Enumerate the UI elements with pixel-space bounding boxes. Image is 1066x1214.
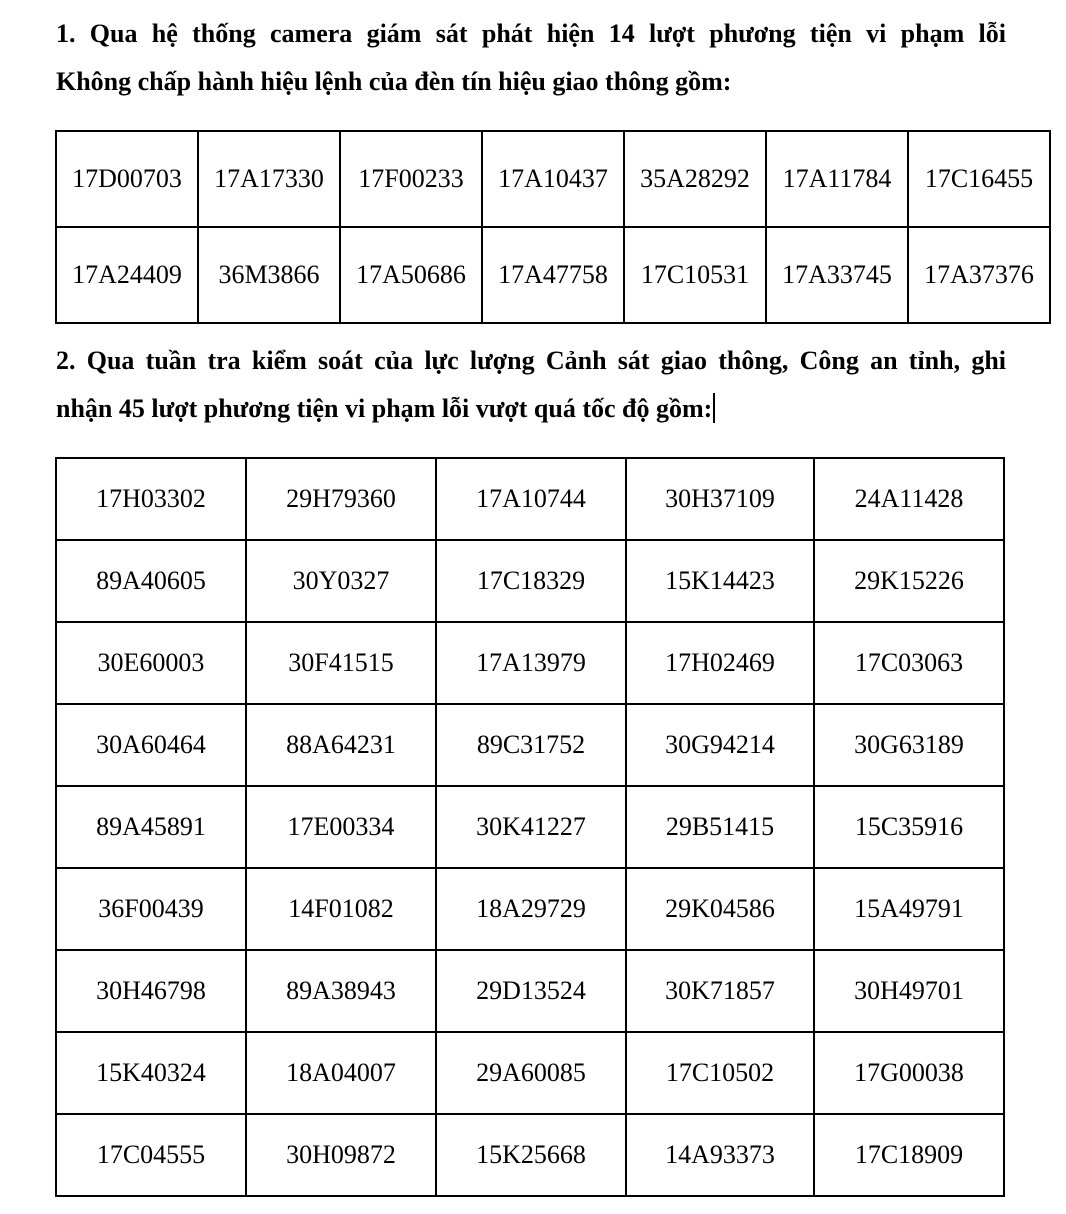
table-row [56,950,1004,1032]
section-2-heading-line-2: nhận 45 lượt phương tiện vi phạm lỗi vượt quá tốc độ gồm: [56,394,713,423]
plate-cell: 29H79360 [246,458,436,540]
plate-cell: 29K04586 [626,868,814,950]
plate-cell: 30H09872 [246,1114,436,1196]
plate-cell: 17C18329 [436,540,626,622]
speeding-violation-plates-table [55,457,1005,1197]
plate-cell: 24A11428 [814,458,1004,540]
plate-cell: 17A37376 [908,227,1050,323]
table-row [56,131,1050,227]
plate-cell: 17A11784 [766,131,908,227]
section-1-heading-line-1: 1. Qua hệ thống camera giám sát phát hiện 14 lượt phương tiện vi phạm lỗi [56,19,1006,48]
plate-cell: 35A28292 [624,131,766,227]
red-light-violation-plates-table [55,130,1051,324]
plate-cell: 17C18909 [814,1114,1004,1196]
plate-cell: 30K71857 [626,950,814,1032]
plate-cell: 17A10744 [436,458,626,540]
plate-cell: 15A49791 [814,868,1004,950]
plate-cell: 30G94214 [626,704,814,786]
plate-cell: 17A24409 [56,227,198,323]
plate-cell: 17C10502 [626,1032,814,1114]
table-row [56,704,1004,786]
plate-cell: 17A33745 [766,227,908,323]
table-row [56,868,1004,950]
plate-cell: 89A38943 [246,950,436,1032]
plate-cell: 17F00233 [340,131,482,227]
plate-cell: 17A17330 [198,131,340,227]
plate-cell: 15C35916 [814,786,1004,868]
plate-cell: 17C16455 [908,131,1050,227]
text-cursor [713,393,715,423]
plate-cell: 17A10437 [482,131,624,227]
plate-cell: 17H02469 [626,622,814,704]
plate-cell: 17D00703 [56,131,198,227]
plate-cell: 17E00334 [246,786,436,868]
plate-cell: 89A40605 [56,540,246,622]
table-row [56,622,1004,704]
plate-cell: 17C04555 [56,1114,246,1196]
plate-cell: 18A04007 [246,1032,436,1114]
plate-cell: 30E60003 [56,622,246,704]
plate-cell: 30H49701 [814,950,1004,1032]
plate-cell: 30Y0327 [246,540,436,622]
table-row [56,1114,1004,1196]
plate-cell: 15K25668 [436,1114,626,1196]
table-row [56,540,1004,622]
plate-cell: 17C03063 [814,622,1004,704]
plate-cell: 14A93373 [626,1114,814,1196]
table-row [56,227,1050,323]
plate-cell: 89C31752 [436,704,626,786]
plate-cell: 17H03302 [56,458,246,540]
table-row [56,458,1004,540]
section-2-heading [56,337,1006,433]
plate-cell: 29A60085 [436,1032,626,1114]
section-1-heading-line-2: Không chấp hành hiệu lệnh của đèn tín hiệu giao thông gồm: [56,67,732,96]
plate-cell: 29D13524 [436,950,626,1032]
plate-cell: 14F01082 [246,868,436,950]
plate-cell: 30K41227 [436,786,626,868]
plate-cell: 17C10531 [624,227,766,323]
section-2-heading-line-1: 2. Qua tuần tra kiểm soát của lực lượng Cảnh sát giao thông, Công an tỉnh, ghi [56,346,1006,375]
plate-cell: 36M3866 [198,227,340,323]
plate-cell: 30F41515 [246,622,436,704]
plate-cell: 15K14423 [626,540,814,622]
plate-cell: 18A29729 [436,868,626,950]
table-row [56,1032,1004,1114]
table-row [56,786,1004,868]
section-1-heading [56,10,1006,106]
plate-cell: 30H37109 [626,458,814,540]
plate-cell: 89A45891 [56,786,246,868]
plate-cell: 88A64231 [246,704,436,786]
plate-cell: 17G00038 [814,1032,1004,1114]
section-2-heading-line-2-wrap [56,385,1006,433]
plate-cell: 36F00439 [56,868,246,950]
plate-cell: 17A50686 [340,227,482,323]
plate-cell: 29K15226 [814,540,1004,622]
plate-cell: 29B51415 [626,786,814,868]
plate-cell: 30G63189 [814,704,1004,786]
plate-cell: 17A47758 [482,227,624,323]
plate-cell: 15K40324 [56,1032,246,1114]
plate-cell: 17A13979 [436,622,626,704]
plate-cell: 30H46798 [56,950,246,1032]
plate-cell: 30A60464 [56,704,246,786]
